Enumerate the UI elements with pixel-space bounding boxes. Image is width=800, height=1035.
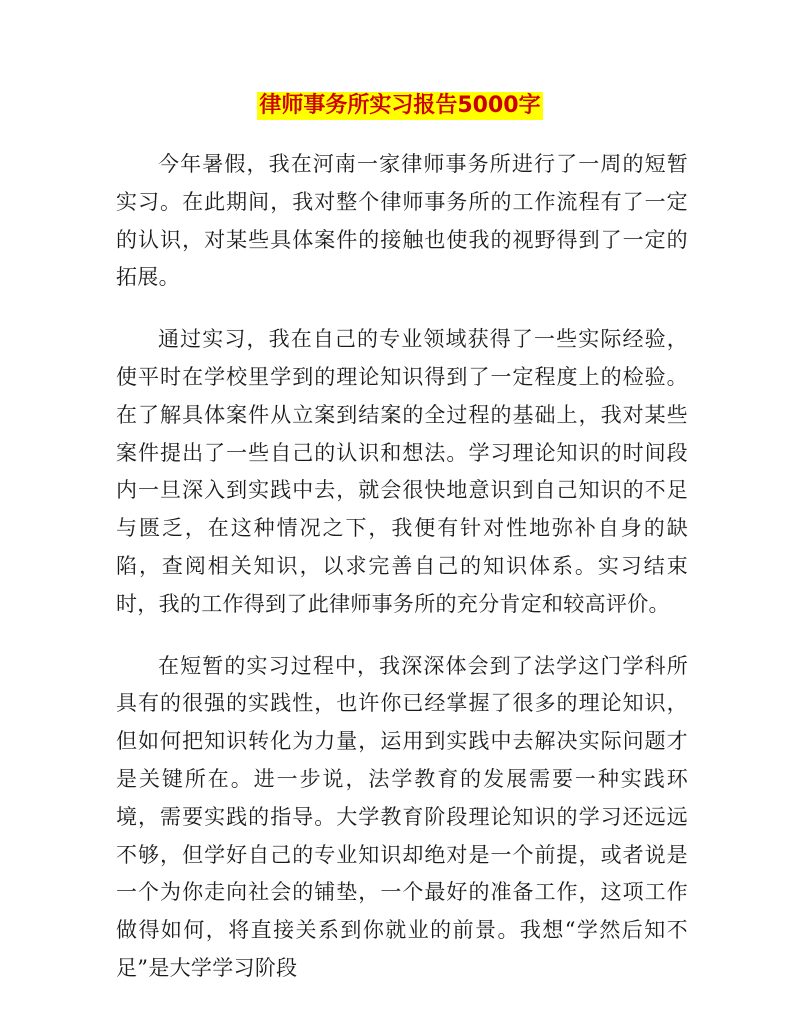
document-title: 律师事务所实习报告5000字	[259, 93, 541, 118]
document-body	[116, 146, 688, 1012]
paragraph-1: 今年暑假，我在河南一家律师事务所进行了一周的短暂实习。在此期间，我对整个律师事务所的工作流程有了一定的认识，对某些具体案件的接触也使我的视野得到了一定的拓展。	[116, 152, 688, 290]
paragraph-2: 通过实习，我在自己的专业领域获得了一些实际经验，使平时在学校里学到的理论知识得到了一定程度上的检验。在了解具体案件从立案到结案的全过程的基础上，我对某些案件提出了一些自己的认识和想法。学习理论知识的时间段内一旦深入到实践中去，就会很快地意识到自己知识的不足与匮乏，在这种情况之下，我便有针对性地弥补自身的缺陷，查阅相关知识，以求完善自己的知识体系。实习结束时，我的工作得到了此律师事务所的充分肯定和较高评价。	[116, 327, 688, 616]
title-container	[0, 92, 800, 120]
paragraph-3: 在短暂的实习过程中，我深深体会到了法学这门学科所具有的很强的实践性，也许你已经掌握了很多的理论知识，但如何把知识转化为力量，运用到实践中去解决实际问题才是关键所在。进一步说，法学教育的发展需要一种实践环境，需要实践的指导。大学教育阶段理论知识的学习还远远不够，但学好自己的专业知识却绝对是一个前提，或者说是一个为你走向社会的铺垫，一个最好的准备工作，这项工作做得如何，将直接关系到你就业的前景。我想“学然后知不足”是大学学习阶段	[116, 653, 688, 980]
